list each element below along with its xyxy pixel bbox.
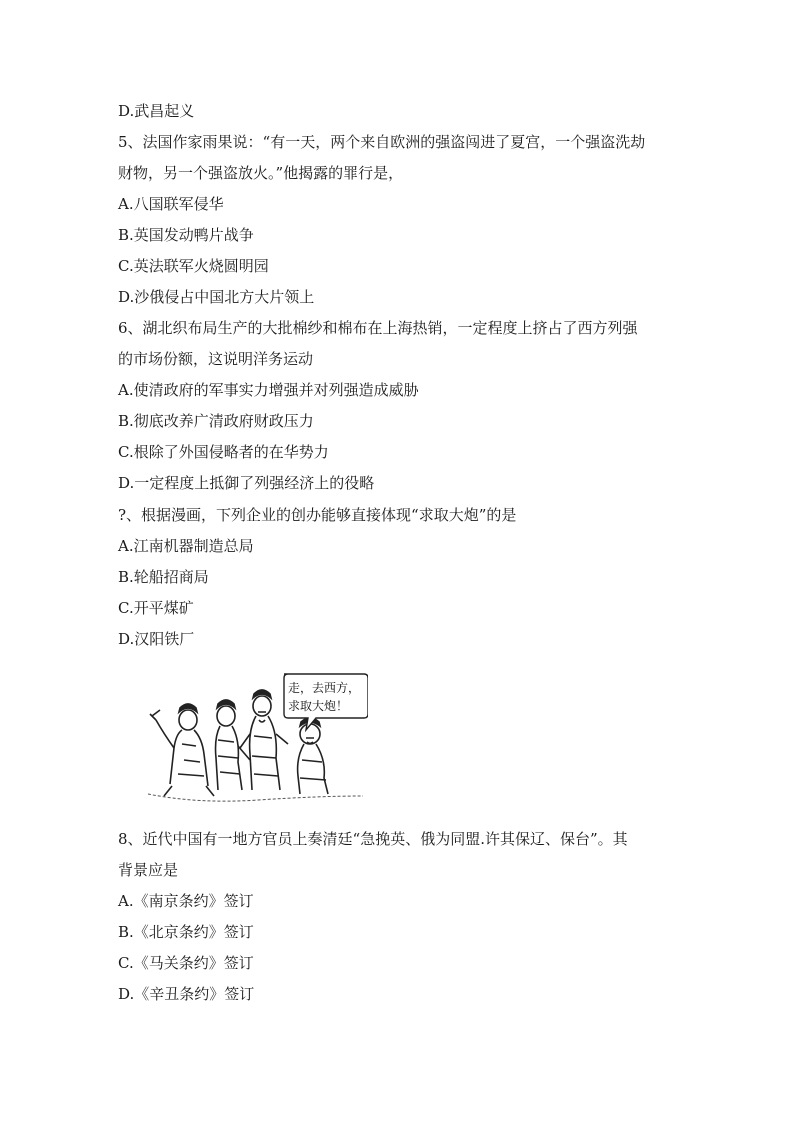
speech-text-line1: 走，去西方， — [288, 681, 361, 695]
q6-option-d: D.一定程度上抵御了列强经济上的役略 — [118, 474, 375, 492]
q8-stem-line1: 8、近代中国有一地方官员上奏清廷“急挽英、俄为同盟.许其保辽、保台”。其 — [118, 830, 628, 848]
figure-1 — [150, 704, 214, 796]
q6-stem-line2: 的市场份额，这说明洋务运动 — [118, 350, 314, 368]
q5-option-c: C.英法联军火烧圆明园 — [118, 257, 269, 275]
q6-option-a: A.使清政府的军事实力增强并对列强造成威胁 — [118, 381, 419, 399]
q7-option-b: B.轮船招商局 — [118, 568, 209, 586]
speech-text-line2: 求取大炮！ — [288, 699, 349, 713]
q7-option-a: A.江南机器制造总局 — [118, 537, 254, 555]
q5-option-d: D.沙俄侵占中国北方大片领上 — [118, 288, 315, 306]
q5-option-b: B.英国发动鸭片战争 — [118, 226, 254, 244]
q4-option-d: D.武昌起义 — [118, 102, 195, 120]
q5-stem-line2: 财物，另一个强盗放火。”他揭露的罪行是， — [118, 164, 404, 182]
q8-option-a: A.《南京条约》签订 — [118, 892, 254, 910]
q5-stem-line1: 5、法国作家雨果说：“有一天，两个来自欧洲的强盗闯进了夏宫，一个强盗洗劫 — [118, 133, 646, 151]
cartoon-image — [138, 664, 368, 812]
q5-option-a: A.八国联军侵华 — [118, 195, 224, 213]
q7-stem: ?、根据漫画，下列企业的创办能够直接体现“求取大炮”的是 — [118, 506, 517, 524]
speech-bubble — [284, 674, 368, 730]
figure-4 — [298, 718, 328, 794]
figure-3 — [240, 690, 288, 790]
q8-option-b: B.《北京条约》签订 — [118, 923, 254, 941]
q6-option-b: B.彻底改养广清政府财政压力 — [118, 412, 314, 430]
q6-option-c: C.根除了外国侵略者的在华势力 — [118, 443, 329, 461]
q7-option-c: C.开平煤矿 — [118, 599, 194, 617]
figure-2 — [216, 700, 251, 790]
q7-option-d: D.汉阳铁厂 — [118, 630, 195, 648]
q6-stem-line1: 6、湖北织布局生产的大批棉纱和棉布在上海热销，一定程度上挤占了西方列强 — [118, 319, 638, 337]
q8-option-d: D.《辛丑条约》签订 — [118, 985, 255, 1003]
q8-option-c: C.《马关条约》签订 — [118, 954, 254, 972]
q8-stem-line2: 背景应是 — [118, 861, 179, 879]
